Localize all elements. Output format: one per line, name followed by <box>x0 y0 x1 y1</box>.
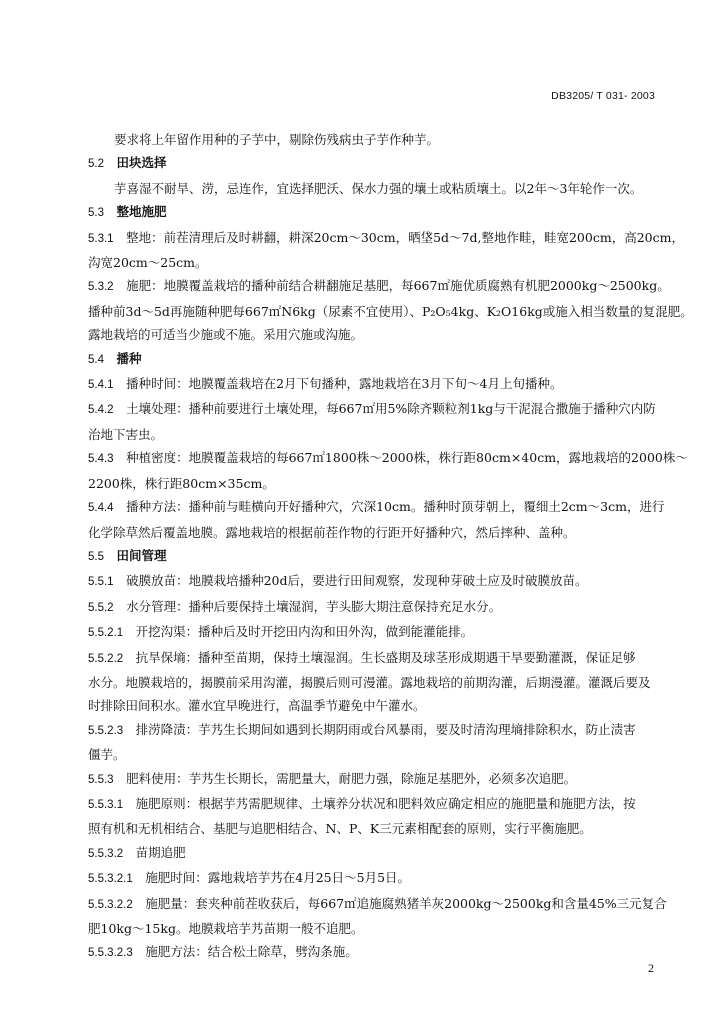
text-line <box>88 495 665 520</box>
section-heading <box>88 200 660 225</box>
clause-number: 5.2 <box>88 158 104 171</box>
clause-number: 5.4.4 <box>88 502 114 515</box>
text-line <box>88 841 660 866</box>
text-line <box>88 226 684 251</box>
clause-number: 5.5.3.2.1 <box>88 873 133 886</box>
document-body <box>88 128 693 966</box>
text-line <box>88 671 660 694</box>
heading-text: 田块选择 <box>116 155 167 171</box>
text-line <box>88 817 660 840</box>
text-line <box>88 397 660 422</box>
clause-text: 播种方法：播种前与畦横向开好播种穴，穴深10cm。播种时顶芽朝上，覆细土2cm～3cm，进行 <box>126 499 665 515</box>
text-line <box>88 300 693 323</box>
clause-text: 化学除草然后覆盖地膜。露地栽培的根据前茬作物的行距开好播种穴，然后摔种、盖种。 <box>88 524 576 540</box>
text-line <box>88 917 660 940</box>
clause-text: 苗期追肥 <box>135 844 186 860</box>
text-line <box>88 694 660 717</box>
clause-text: 水分管理：播种后要保持土壤湿润，芋头膨大期注意保持充足水分。 <box>126 598 502 614</box>
text-line <box>88 128 660 151</box>
text-line <box>88 620 660 645</box>
clause-number: 5.3.1 <box>88 232 114 245</box>
text-line <box>88 521 660 544</box>
clause-number: 5.3 <box>88 207 104 220</box>
clause-text: 土壤处理：播种前要进行土壤处理，每667㎡用5%除齐颗粒剂1kg与干泥混合撒施于播种穴内防 <box>126 401 656 417</box>
clause-text: 施肥方法：结合松土除草，劈沟条施。 <box>145 944 358 960</box>
clause-text: 播种时间：地膜覆盖栽培在2月下旬播种，露地栽培在3月下旬～4月上旬播种。 <box>126 376 563 392</box>
clause-text: 时排除田间积水。灌水宜早晚进行，高温季节避免中午灌水。 <box>88 698 426 714</box>
clause-number: 5.5.3.1 <box>88 798 124 811</box>
text-line <box>88 372 660 397</box>
clause-text: 僵芋。 <box>88 747 126 763</box>
clause-number: 5.5.3.2.3 <box>88 947 133 960</box>
clause-number: 5.5.3.2 <box>88 847 124 860</box>
clause-text: 2200株，株行距80cm×35cm。 <box>88 475 275 491</box>
section-heading <box>88 151 660 176</box>
text-line <box>88 792 660 817</box>
clause-text: 肥10kg～15kg。地膜栽培芋艿苗期一般不追肥。 <box>88 921 364 936</box>
clause-text: 抗旱保墒：播种至苗期，保持土壤湿润。生长盛期及球茎形成期遇干旱要勤灌溉，保证足够 <box>135 649 636 665</box>
clause-text: 播种前3d～5d再施随种肥每667㎡N6kg（尿素不宜使用）、P₂O₅4kg、K₂O16kg或施入相当数量的复混肥。 <box>88 303 693 319</box>
text-line <box>88 892 667 917</box>
clause-text: 照有机和无机相结合、基肥与追肥相结合、N、P、K三元素相配套的原则，实行平衡施肥。 <box>88 821 592 837</box>
clause-text: 治地下害虫。 <box>88 426 164 442</box>
heading-text: 田间管理 <box>116 547 167 563</box>
clause-number: 5.5.2.1 <box>88 627 124 640</box>
section-heading <box>88 544 660 569</box>
clause-text: 排涝降渍：芋艿生长期间如遇到长期阴雨或台风暴雨，要及时清沟理墒排除积水，防止渍害 <box>135 721 636 737</box>
text-line <box>88 767 660 792</box>
clause-number: 5.4.1 <box>88 379 114 392</box>
clause-number: 5.3.2 <box>88 281 114 294</box>
clause-number: 5.5.2 <box>88 601 114 614</box>
text-line <box>88 646 660 671</box>
text-line <box>88 423 660 446</box>
text-line <box>88 743 660 766</box>
clause-text: 露地栽培的可适当少施或不施。采用穴施或沟施。 <box>88 327 364 343</box>
clause-number: 5.5.3.2.2 <box>88 898 133 911</box>
clause-number: 5.5 <box>88 550 104 563</box>
text-line <box>88 718 660 743</box>
clause-text: 要求将上年留作用种的子芋中，剔除伤残病虫子芋作种芋。 <box>114 132 440 147</box>
text-line <box>88 866 660 891</box>
clause-text: 水分。地膜栽培的，揭膜前采用沟灌，揭膜后则可漫灌。露地栽培的前期沟灌，后期漫灌。灌溉后要及 <box>88 674 651 690</box>
clause-number: 5.5.2.3 <box>88 724 124 737</box>
clause-number: 5.4.3 <box>88 453 114 466</box>
text-line <box>88 940 660 965</box>
text-line <box>88 472 660 495</box>
clause-text: 种植密度：地膜覆盖栽培的每667㎡1800株～2000株，株行距80cm×40cm，露地栽培的2000株～ <box>126 450 688 466</box>
text-line <box>88 323 660 346</box>
text-line <box>88 446 688 471</box>
text-line <box>88 251 660 274</box>
clause-text: 沟宽20cm～25cm。 <box>88 255 208 271</box>
section-heading <box>88 347 660 372</box>
clause-number: 5.4 <box>88 353 104 366</box>
text-line <box>88 177 660 200</box>
clause-text: 肥料使用：芋艿生长期长，需肥量大，耐肥力强，除施足基肥外，必须多次追肥。 <box>126 770 577 786</box>
text-line <box>88 274 670 299</box>
clause-text: 施肥量：套夹种前茬收获后，每667㎡追施腐熟猪羊灰2000kg～2500kg和含量45%三元复合 <box>145 895 667 911</box>
clause-number: 5.5.3 <box>88 773 114 786</box>
clause-text: 芋喜湿不耐旱、涝，忌连作，宜选择肥沃、保水力强的壤土或粘质壤土。以2年～3年轮作一次。 <box>114 180 643 196</box>
heading-text: 整地施肥 <box>116 204 167 220</box>
text-line <box>88 595 660 620</box>
heading-text: 播种 <box>116 350 142 366</box>
page-number: 2 <box>648 961 654 975</box>
clause-number: 5.5.2.2 <box>88 652 124 665</box>
clause-text: 整地：前茬清理后及时耕翻，耕深20cm～30cm，晒垡5d～7d,整地作畦，畦宽200cm，高20cm， <box>126 229 684 245</box>
clause-text: 破膜放苗：地膜栽培播种20d后，要进行田间观察，发现种芽破土应及时破膜放苗。 <box>126 573 588 589</box>
clause-text: 施肥：地膜覆盖栽培的播种前结合耕翻施足基肥，每667㎡施优质腐熟有机肥2000kg～2500kg。 <box>126 278 670 294</box>
clause-number: 5.4.2 <box>88 404 114 417</box>
standard-code: DB3205/ T 031- 2003 <box>551 90 655 102</box>
clause-number: 5.5.1 <box>88 576 114 589</box>
clause-text: 开挖沟渠：播种后及时开挖田内沟和田外沟，做到能灌能排。 <box>135 624 474 640</box>
clause-text: 施肥原则：根据芋艿需肥规律、土壤养分状况和肥料效应确定相应的施肥量和施肥方法，按 <box>135 795 636 811</box>
clause-text: 施肥时间：露地栽培芋艿在4月25日～5月5日。 <box>145 870 411 886</box>
text-line <box>88 569 660 594</box>
